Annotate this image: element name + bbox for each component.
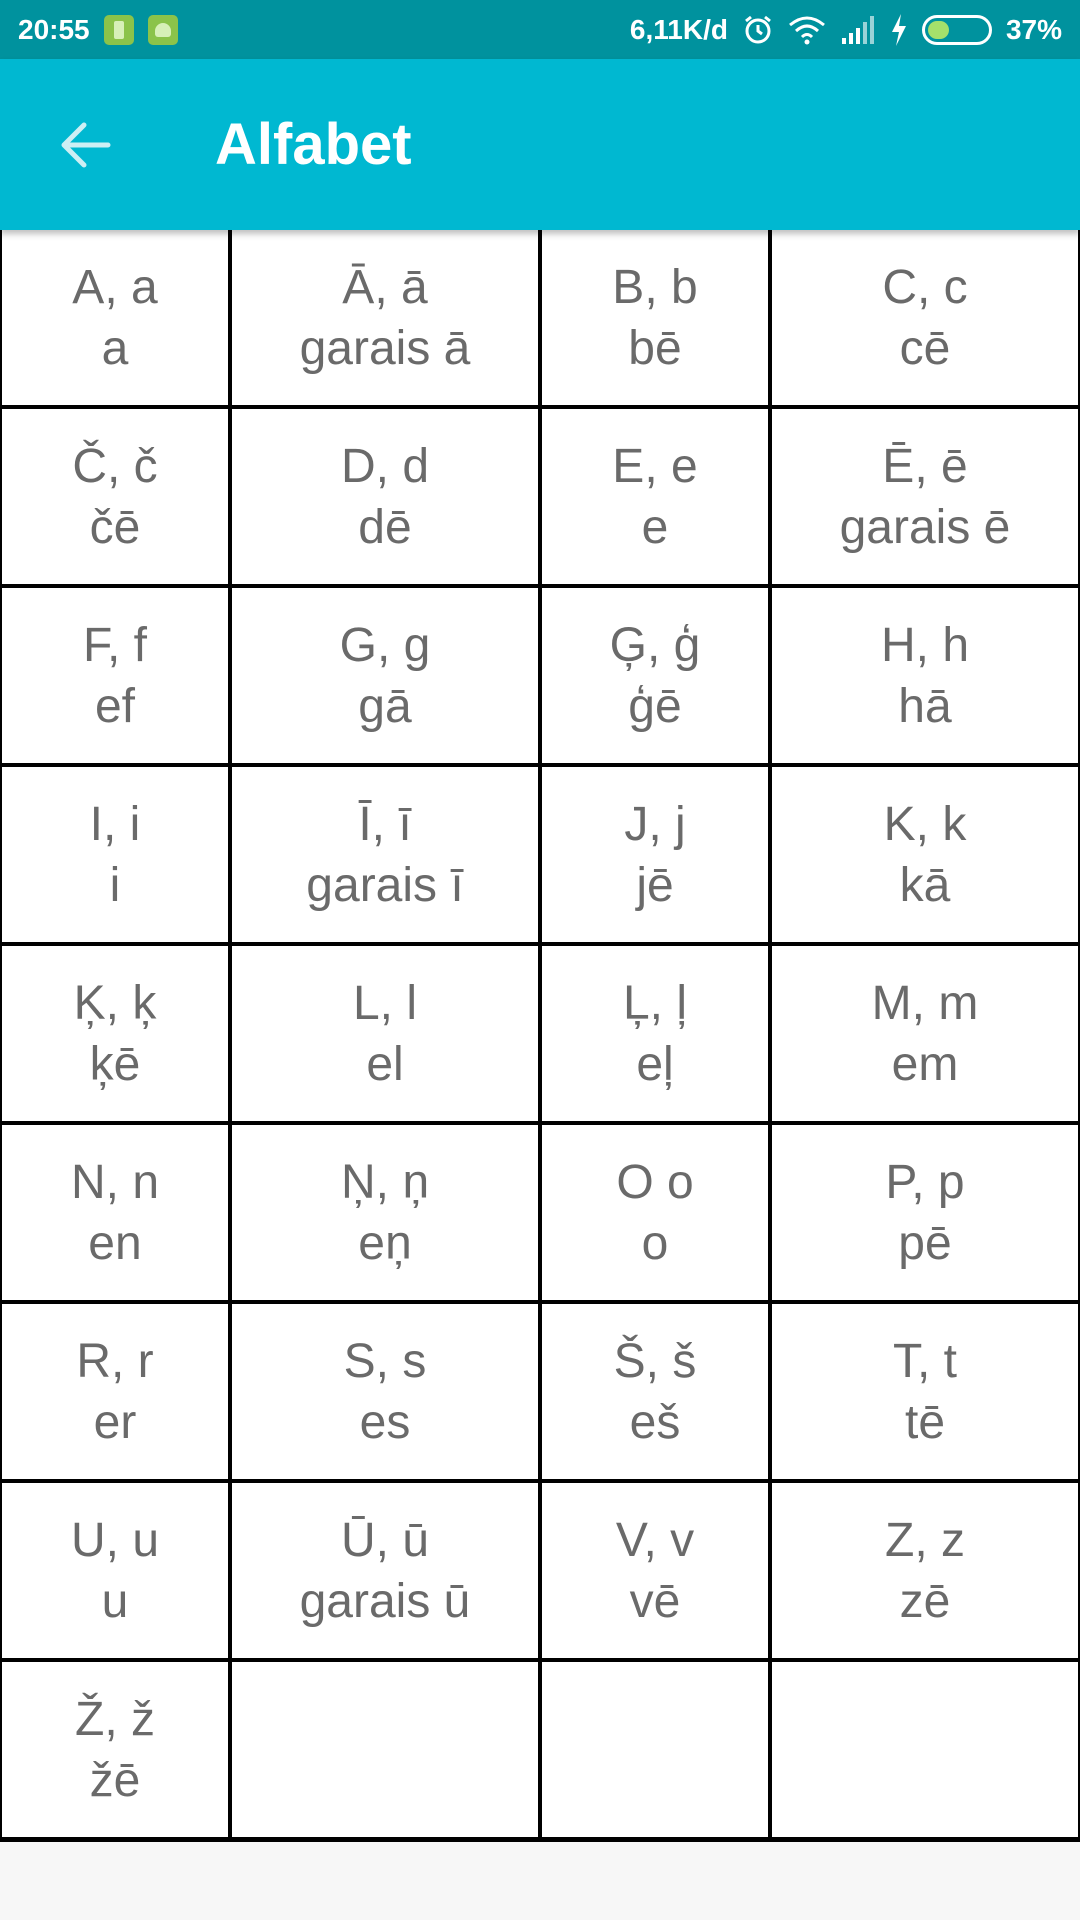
letter-cell[interactable]	[0, 407, 230, 586]
letter-name: a	[101, 321, 129, 375]
signal-icon	[840, 16, 876, 44]
letter-pair: C, c	[882, 260, 968, 314]
letter-name: u	[101, 1574, 129, 1628]
empty-cell	[540, 1660, 770, 1839]
bottom-empty-area	[0, 1843, 1080, 1920]
wifi-icon	[788, 15, 826, 45]
letter-cell[interactable]	[540, 228, 770, 407]
empty-cell	[770, 1660, 1080, 1839]
letter-pair: E, e	[612, 439, 698, 493]
letter-name: ķē	[89, 1037, 141, 1091]
back-button[interactable]	[35, 95, 135, 195]
letter-name: bē	[628, 321, 682, 375]
status-time: 20:55	[18, 13, 90, 45]
letter-name: jē	[636, 858, 674, 912]
letter-cell[interactable]	[0, 765, 230, 944]
letter-pair: Ī, ī	[358, 797, 412, 851]
letter-pair: A, a	[72, 260, 158, 314]
letter-name: el	[366, 1037, 404, 1091]
letter-pair: Č, č	[72, 439, 158, 493]
letter-pair: L, l	[352, 976, 418, 1030]
letter-name: eš	[629, 1395, 681, 1449]
letter-pair: R, r	[76, 1334, 154, 1388]
letter-name: en	[88, 1216, 142, 1270]
battery-icon	[922, 15, 992, 45]
letter-cell[interactable]	[230, 407, 540, 586]
android-notification-icon	[148, 15, 178, 45]
letter-name: pē	[898, 1216, 952, 1270]
letter-pair: K, k	[883, 797, 967, 851]
letter-pair: D, d	[340, 439, 430, 493]
alphabet-grid	[0, 228, 1080, 1842]
letter-pair: J, j	[624, 797, 686, 851]
letter-name: eņ	[358, 1216, 412, 1270]
app-bar	[0, 59, 1080, 230]
letter-pair: U, u	[70, 1513, 160, 1567]
letter-name: er	[93, 1395, 137, 1449]
letter-cell[interactable]	[0, 586, 230, 765]
letter-cell[interactable]	[230, 1481, 540, 1660]
letter-name: žē	[89, 1753, 141, 1807]
alarm-icon	[742, 14, 774, 46]
letter-name: i	[109, 858, 121, 912]
letter-name: garais ā	[299, 321, 471, 375]
letter-cell[interactable]	[770, 944, 1080, 1123]
letter-pair: P, p	[885, 1155, 965, 1209]
net-speed: 6,11K/d	[629, 13, 728, 45]
letter-cell[interactable]	[540, 1123, 770, 1302]
letter-name: kā	[899, 858, 951, 912]
letter-pair: Ļ, ļ	[622, 976, 688, 1030]
letter-cell[interactable]	[0, 228, 230, 407]
letter-name: hā	[898, 679, 952, 733]
letter-pair: I, i	[89, 797, 141, 851]
letter-name: eļ	[636, 1037, 674, 1091]
letter-name: e	[641, 500, 669, 554]
letter-cell[interactable]	[770, 1123, 1080, 1302]
letter-name: tē	[904, 1395, 946, 1449]
letter-cell[interactable]	[0, 1660, 230, 1839]
letter-cell[interactable]	[770, 586, 1080, 765]
status-bar	[0, 0, 1080, 59]
letter-pair: V, v	[615, 1513, 695, 1567]
letter-pair: N, n	[70, 1155, 160, 1209]
letter-cell[interactable]	[540, 944, 770, 1123]
letter-pair: G, g	[339, 618, 431, 672]
letter-cell[interactable]	[770, 765, 1080, 944]
letter-cell[interactable]	[230, 228, 540, 407]
letter-pair: B, b	[612, 260, 698, 314]
letter-name: dē	[358, 500, 412, 554]
letter-name: em	[891, 1037, 959, 1091]
letter-name: garais ū	[299, 1574, 471, 1628]
letter-pair: H, h	[880, 618, 970, 672]
letter-cell[interactable]	[770, 228, 1080, 407]
empty-cell	[230, 1660, 540, 1839]
battery-notification-icon	[104, 15, 134, 45]
letter-cell[interactable]	[230, 586, 540, 765]
battery-percent: 37%	[1005, 13, 1062, 45]
letter-name: ef	[94, 679, 136, 733]
letter-cell[interactable]	[770, 1481, 1080, 1660]
letter-name: cē	[899, 321, 951, 375]
letter-name: zē	[899, 1574, 951, 1628]
letter-cell[interactable]	[540, 407, 770, 586]
page-title: Alfabet	[215, 112, 412, 177]
letter-pair: Ķ, ķ	[73, 976, 157, 1030]
battery-level-fill	[928, 21, 949, 39]
letter-name: čē	[89, 500, 141, 554]
letter-name: garais ē	[839, 500, 1011, 554]
letter-cell[interactable]	[230, 765, 540, 944]
letter-name: es	[359, 1395, 411, 1449]
letter-pair: Ģ, ģ	[609, 618, 701, 672]
letter-cell[interactable]	[0, 1481, 230, 1660]
letter-name: vē	[629, 1574, 681, 1628]
letter-name: ģē	[628, 679, 682, 733]
letter-cell[interactable]	[770, 407, 1080, 586]
status-left	[18, 14, 178, 46]
letter-cell[interactable]	[540, 765, 770, 944]
letter-cell[interactable]	[0, 1302, 230, 1481]
letter-pair: T, t	[892, 1334, 957, 1388]
letter-pair: Ņ, ņ	[340, 1155, 430, 1209]
letter-name: garais ī	[306, 858, 464, 912]
letter-pair: Ž, ž	[75, 1692, 155, 1746]
letter-pair: Ā, ā	[342, 260, 428, 314]
letter-pair: O o	[616, 1155, 694, 1209]
letter-pair: Ū, ū	[340, 1513, 430, 1567]
letter-cell[interactable]	[0, 944, 230, 1123]
charging-icon	[890, 14, 908, 46]
letter-cell[interactable]	[770, 1302, 1080, 1481]
letter-cell[interactable]	[230, 1302, 540, 1481]
letter-name: gā	[358, 679, 412, 733]
letter-cell[interactable]	[540, 1481, 770, 1660]
letter-cell[interactable]	[540, 1302, 770, 1481]
letter-pair: F, f	[82, 618, 147, 672]
letter-pair: M, m	[871, 976, 979, 1030]
letter-pair: S, s	[343, 1334, 427, 1388]
status-right	[630, 14, 1062, 46]
letter-cell[interactable]	[230, 1123, 540, 1302]
letter-cell[interactable]	[230, 944, 540, 1123]
letter-cell[interactable]	[0, 1123, 230, 1302]
letter-pair: Ē, ē	[882, 439, 968, 493]
letter-cell[interactable]	[540, 586, 770, 765]
arrow-left-icon[interactable]	[58, 121, 112, 169]
letter-pair: Z, z	[885, 1513, 965, 1567]
letter-pair: Š, š	[613, 1334, 697, 1388]
letter-name: o	[641, 1216, 669, 1270]
